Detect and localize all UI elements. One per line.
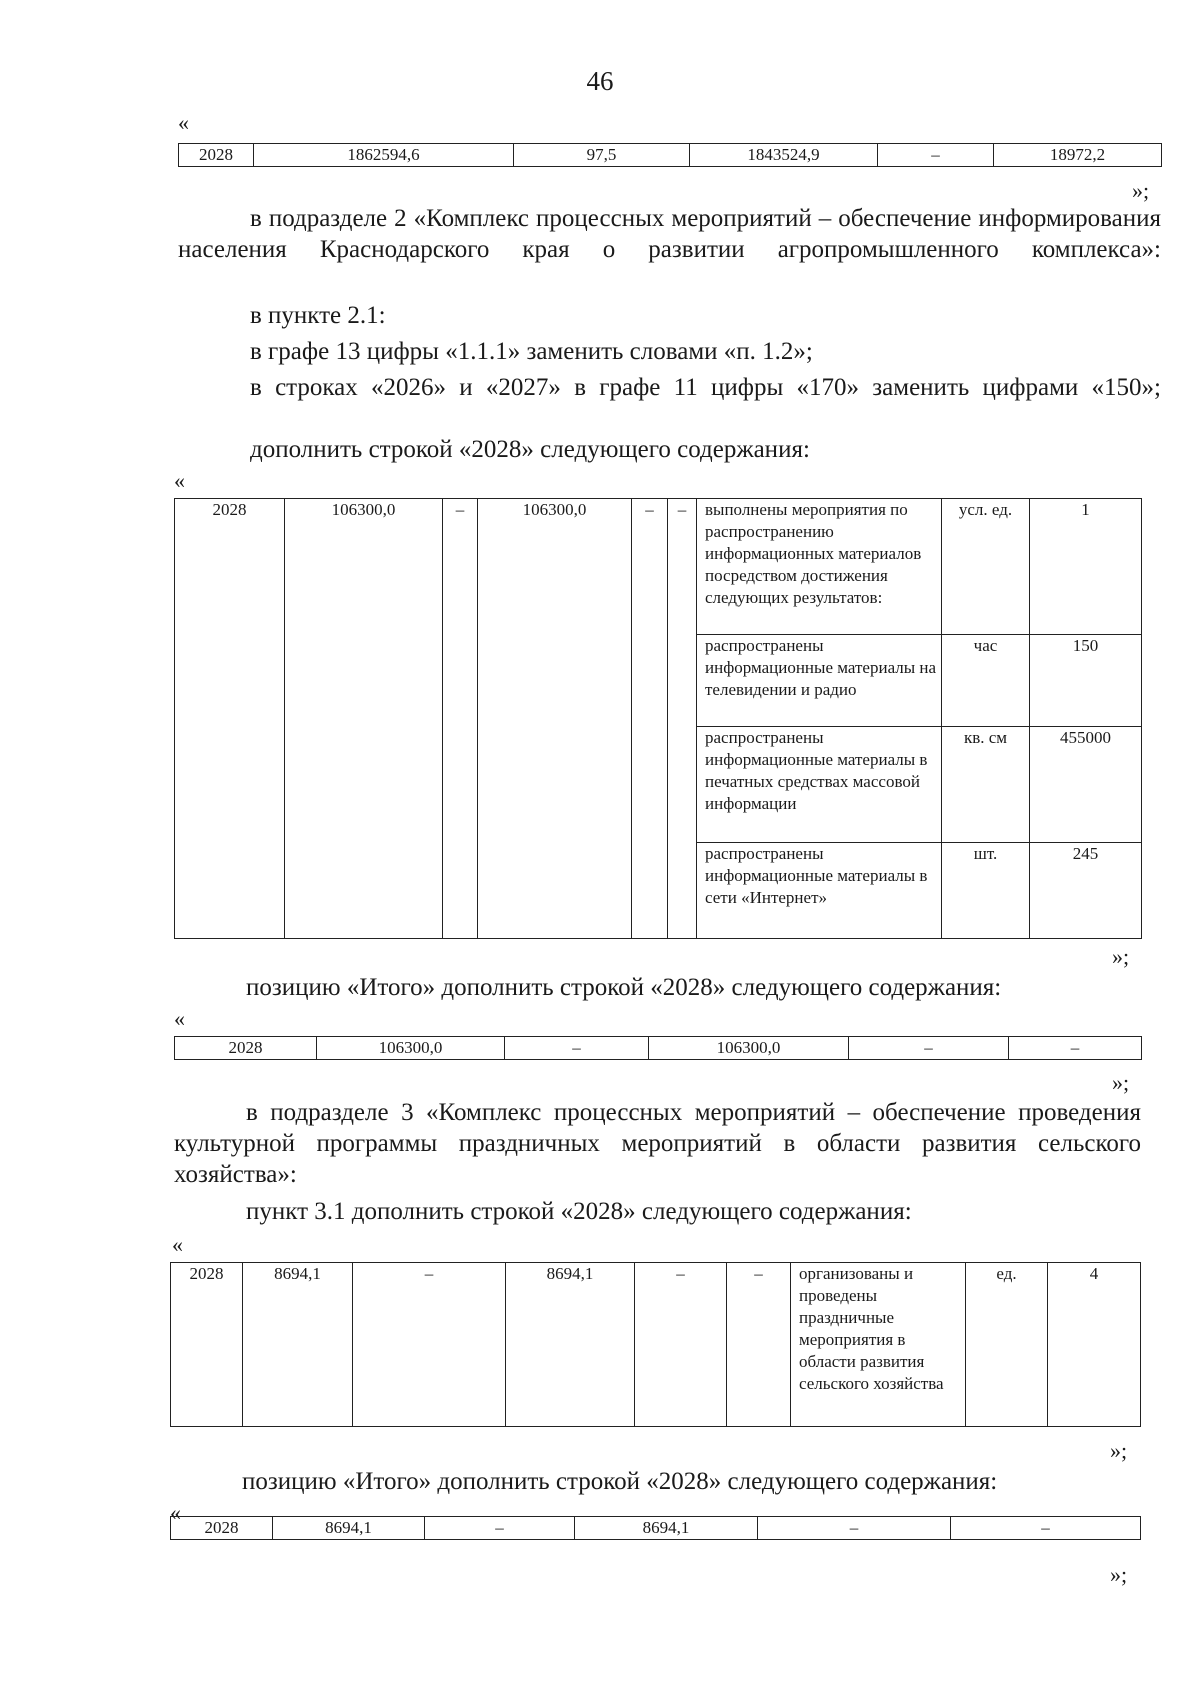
quote-open: « [174, 468, 185, 493]
cell-total: 8694,1 [273, 1517, 425, 1540]
quote-open: « [174, 1006, 185, 1031]
table-itogo-2-row-2028 [174, 1036, 1142, 1060]
cell-value: 245 [1030, 843, 1142, 939]
cell-total: 1862594,6 [254, 144, 514, 167]
cell-other: – [1009, 1037, 1142, 1060]
cell-other: – [951, 1517, 1141, 1540]
cell-year: 2028 [179, 144, 254, 167]
cell-value: 1 [1030, 499, 1142, 635]
quote-close: »; [1110, 1438, 1128, 1463]
cell-total: 106300,0 [285, 499, 443, 939]
table-row [171, 1263, 1141, 1427]
paragraph-add-row: дополнить строкой «2028» следующего содержания: [250, 436, 810, 463]
cell-value: 455000 [1030, 727, 1142, 843]
table-row [175, 1037, 1142, 1060]
table-subsection-3-row-2028 [170, 1262, 1141, 1427]
cell-regional: 106300,0 [478, 499, 632, 939]
cell-unit: усл. ед. [942, 499, 1030, 635]
quote-close: »; [1112, 1070, 1130, 1095]
cell-year: 2028 [175, 1037, 317, 1060]
quote-close: »; [1112, 944, 1130, 969]
cell-federal: – [425, 1517, 575, 1540]
cell-federal: – [505, 1037, 649, 1060]
cell-result-text: распространены информационные материалы в печатных средствах массовой информации [697, 727, 942, 843]
table-row [171, 1517, 1141, 1540]
quote-close: »; [1110, 1562, 1128, 1587]
cell-unit: ед. [966, 1263, 1048, 1427]
cell-result-text: распространены информационные материалы в сети «Интернет» [697, 843, 942, 939]
cell-local: – [849, 1037, 1009, 1060]
cell-total: 8694,1 [243, 1263, 353, 1427]
cell-federal: – [353, 1263, 506, 1427]
cell-year: 2028 [175, 499, 285, 939]
cell-local: – [635, 1263, 727, 1427]
cell-regional: 106300,0 [649, 1037, 849, 1060]
quote-close: »; [1132, 178, 1150, 203]
cell-regional: 1843524,9 [690, 144, 878, 167]
cell-total: 106300,0 [317, 1037, 505, 1060]
cell-year: 2028 [171, 1517, 273, 1540]
cell-unit: шт. [942, 843, 1030, 939]
quote-open: « [178, 110, 189, 135]
cell-regional: 8694,1 [506, 1263, 635, 1427]
paragraph-itogo-3: позицию «Итого» дополнить строкой «2028» следующего содержания: [242, 1468, 998, 1495]
cell-value: 150 [1030, 635, 1142, 727]
paragraph-itogo-2: позицию «Итого» дополнить строкой «2028» следующего содержания: [246, 974, 1002, 1001]
paragraph-rows-2026-2027: в строках «2026» и «2027» в графе 11 цифры «170» заменить цифрами «150»; [250, 374, 1161, 401]
cell-local: – [878, 144, 994, 167]
cell-local: – [632, 499, 668, 939]
cell-result-text: организованы и проведены праздничные мероприятия в области развития сельского хозяйства [791, 1263, 966, 1427]
quote-open: « [170, 1500, 181, 1525]
quote-open: « [172, 1232, 183, 1257]
cell-year: 2028 [171, 1263, 243, 1427]
paragraph-item-2-1: в пункте 2.1: [250, 302, 386, 329]
paragraph-item-3-1: пункт 3.1 дополнить строкой «2028» следующего содержания: [246, 1198, 912, 1225]
cell-result-text: распространены информационные материалы на телевидении и радио [697, 635, 942, 727]
table-itogo-3-row-2028 [170, 1516, 1141, 1540]
table-row [179, 144, 1162, 167]
cell-other: 18972,2 [994, 144, 1162, 167]
cell-other: – [727, 1263, 791, 1427]
cell-federal: – [443, 499, 478, 939]
paragraph-column-13: в графе 13 цифры «1.1.1» заменить словами «п. 1.2»; [250, 338, 813, 365]
table-subsection-2-row-2028 [174, 498, 1142, 939]
table-2028-totals [178, 143, 1162, 167]
cell-result-text: выполнены мероприятия по распространению информационных материалов посредством достижения следующих результатов: [697, 499, 942, 635]
cell-value: 4 [1048, 1263, 1141, 1427]
cell-unit: кв. см [942, 727, 1030, 843]
cell-other: – [668, 499, 697, 939]
cell-federal: 97,5 [514, 144, 690, 167]
cell-regional: 8694,1 [575, 1517, 758, 1540]
paragraph-subsection-2: в подразделе 2 «Комплекс процессных мероприятий – обеспечение информирования населения Краснодарского края о развитии агропромышленного комплекса»: [178, 205, 1161, 263]
table-row [175, 499, 1142, 635]
paragraph-subsection-3: в подразделе 3 «Комплекс процессных мероприятий – обеспечение проведения культурной программы праздничных мероприятий в области развития сельского хозяйства»: [174, 1099, 1141, 1188]
page-number: 46 [586, 66, 614, 96]
cell-local: – [758, 1517, 951, 1540]
cell-unit: час [942, 635, 1030, 727]
